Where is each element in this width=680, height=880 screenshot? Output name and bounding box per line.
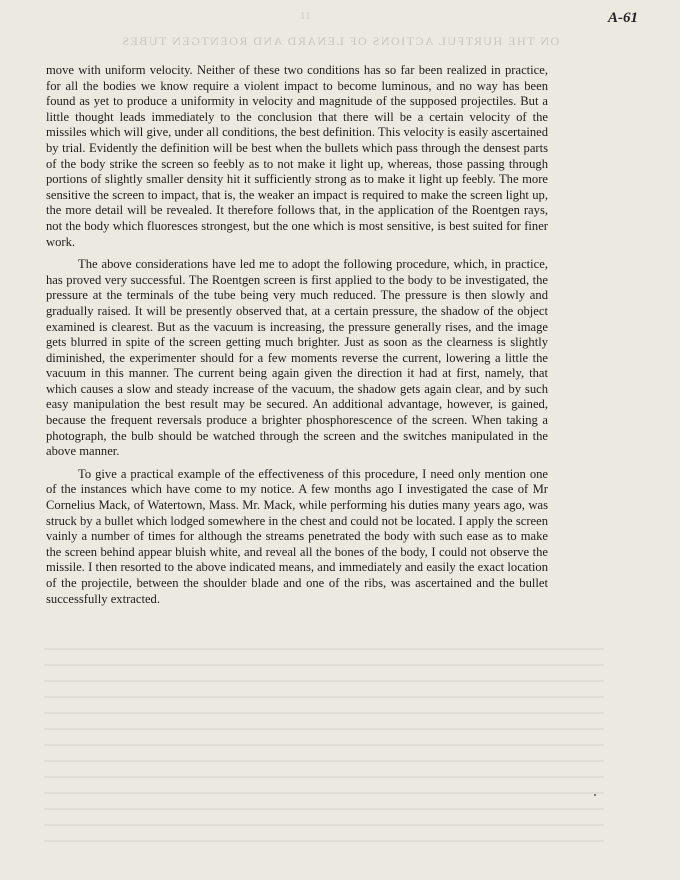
bleed-through-line — [44, 664, 604, 666]
bleed-through-page-number: 11 — [300, 10, 311, 22]
bleed-through-line — [44, 680, 604, 682]
bleed-through-line — [44, 808, 604, 810]
bleed-through-line — [44, 840, 604, 842]
bleed-through-line — [44, 744, 604, 746]
body-text — [46, 63, 548, 614]
bleed-through-title: ON THE HURTFUL ACTIONS OF LENARD AND ROENTGEN TUBES — [120, 34, 560, 48]
paragraph-procedure: The above considerations have led me to adopt the following procedure, which, in practice, has proved very successful. The Roentgen screen is first applied to the body to be investigated, the pressure at the terminals of the tube being very much reduced. The pressure is then slowly and gradually raised. It will be presently observed that, at a certain pressure, the shadow of the object examined is clearest. But as the vacuum is increasing, the pressure generally rises, and the image gets blurred in spite of the screen getting much brighter. Just as soon as the clearness is slightly diminished, the experimenter should for a few moments reverse the current, lowering a little the vacuum in this manner. The current being again given the direction it had at first, namely, that which causes a slow and steady increase of the vacuum, the shadow gets again clear, and by such easy manipulation the best result may be secured. An additional advantage, however, is gained, because the frequent reversals produce a brighter phosphorescence of the screen. When taking a photograph, the bulb should be watched through the screen and the switches manipulated in the above manner. — [46, 257, 548, 459]
bleed-through-line — [44, 696, 604, 698]
bleed-through-line — [44, 728, 604, 730]
paragraph-continuation: move with uniform velocity. Neither of these two conditions has so far been realized in practice, for all the bodies we know require a violent impact to become luminous, and no way has been found as yet to produce a uniformity in velocity and magnitude of the supposed projectiles. But a little thought leads immediately to the conclusion that there will be a certain velocity of the missiles which will give, under all conditions, the best definition. This velocity is easily ascertained by trial. Evidently the definition will be best when the bullets which pass through the densest parts of the body strike the screen so feebly as to not make it light up, whereas, those passing through portions of slightly smaller density hit it sufficiently strong as to make it light up feebly. The more sensitive the screen to impact, that is, the weaker an impact is required to make the screen light up, the more detail will be revealed. It therefore follows that, in the application of the Roentgen rays, not the body which fluoresces strongest, but the one which is most sensitive, is best suited for finer work. — [46, 63, 548, 249]
bleed-through-line — [44, 760, 604, 762]
paragraph-example: To give a practical example of the effectiveness of this procedure, I need only mention one of the instances which have come to my notice. A few months ago I investigated the case of Mr Cornelius Mack, of Watertown, Mass. Mr. Mack, while performing his duties many years ago, was struck by a bullet which lodged somewhere in the chest and could not be located. I apply the screen vainly a number of times for although the streams penetrated the body with such ease as to make the screen behind appear bluish white, and reveal all the bones of the body, I could not observe the missile. I then resorted to the above indicated means, and immediately and easily the exact location of the projectile, between the shoulder blade and one of the ribs, was ascertained and the bullet successfully extracted. — [46, 466, 548, 606]
speck — [594, 794, 596, 796]
bleed-through-line — [44, 776, 604, 778]
page-number: A-61 — [608, 10, 638, 26]
bleed-through-line — [44, 824, 604, 826]
bleed-through-line — [44, 792, 604, 794]
bleed-through-line — [44, 648, 604, 650]
bleed-through-line — [44, 712, 604, 714]
